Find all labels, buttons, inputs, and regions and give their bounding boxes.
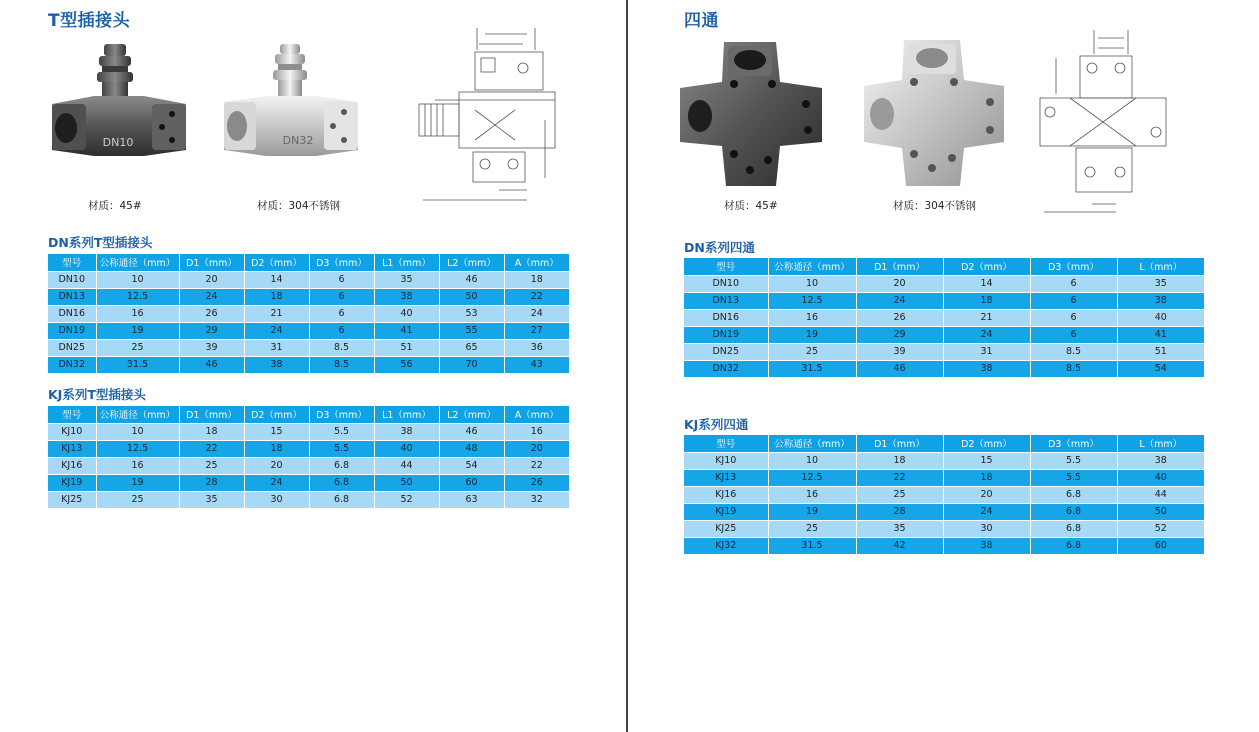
table-row — [684, 520, 1204, 537]
table-cell: 24 — [943, 326, 1030, 343]
table-cell: 38 — [374, 288, 439, 305]
table-cell: 38 — [943, 360, 1030, 377]
table-cell: 24 — [244, 322, 309, 339]
table-cell: 31 — [244, 339, 309, 356]
table-cell: KJ13 — [48, 440, 96, 457]
table-cell: 30 — [244, 491, 309, 508]
table-cell: 38 — [943, 537, 1030, 554]
table-cell: 25 — [768, 520, 856, 537]
table-cell: DN32 — [48, 356, 96, 373]
column-header: D1（mm） — [856, 435, 943, 452]
table-cell: 30 — [943, 520, 1030, 537]
table-cell: 14 — [244, 271, 309, 288]
table-cell: KJ19 — [684, 503, 768, 520]
table-cell: 40 — [374, 440, 439, 457]
table-cell: 6.8 — [1030, 520, 1117, 537]
table-cell: 10 — [96, 423, 179, 440]
table-cell: 6.8 — [309, 457, 374, 474]
table-cell: KJ25 — [684, 520, 768, 537]
table-cell: 40 — [1117, 469, 1204, 486]
table-cell: 22 — [504, 457, 569, 474]
table-cell: 8.5 — [309, 339, 374, 356]
table-cell: 43 — [504, 356, 569, 373]
table-cell: DN32 — [684, 360, 768, 377]
column-header: D2（mm） — [943, 435, 1030, 452]
table-cell: KJ13 — [684, 469, 768, 486]
table-cell: 48 — [439, 440, 504, 457]
right-kj-spec-table — [684, 435, 1204, 555]
table-cell: 25 — [96, 491, 179, 508]
table-row — [684, 503, 1204, 520]
table-cell: 18 — [504, 271, 569, 288]
table-cell: DN10 — [684, 275, 768, 292]
table-row — [48, 423, 569, 440]
table-cell: 6.8 — [309, 474, 374, 491]
table-cell: 6.8 — [1030, 503, 1117, 520]
table-cell: 38 — [1117, 292, 1204, 309]
table-cell: 18 — [244, 288, 309, 305]
table-cell: 12.5 — [96, 440, 179, 457]
column-header: D2（mm） — [244, 254, 309, 271]
table-cell: 21 — [943, 309, 1030, 326]
table-cell: 51 — [374, 339, 439, 356]
table-cell: 35 — [179, 491, 244, 508]
table-cell: 19 — [96, 474, 179, 491]
table-cell: 46 — [439, 271, 504, 288]
table-cell: 29 — [179, 322, 244, 339]
table-cell: 14 — [943, 275, 1030, 292]
page-divider — [626, 0, 628, 732]
column-header: L2（mm） — [439, 254, 504, 271]
table-row — [684, 292, 1204, 309]
table-cell: 6 — [309, 305, 374, 322]
table-cell: 16 — [96, 457, 179, 474]
column-header: 公称通径（mm） — [768, 258, 856, 275]
table-cell: KJ10 — [684, 452, 768, 469]
table-cell: 41 — [1117, 326, 1204, 343]
table-cell: 46 — [439, 423, 504, 440]
table-cell: 19 — [768, 503, 856, 520]
table-cell: 54 — [439, 457, 504, 474]
table-cell: 60 — [439, 474, 504, 491]
table-cell: 16 — [768, 309, 856, 326]
table-cell: 25 — [768, 343, 856, 360]
column-header: D3（mm） — [1030, 435, 1117, 452]
right-dn-table-title: DN系列四通 — [684, 240, 755, 255]
table-row — [684, 309, 1204, 326]
cross-45-photo — [676, 34, 826, 194]
table-row — [48, 271, 569, 288]
column-header: D1（mm） — [856, 258, 943, 275]
table-cell: 10 — [768, 275, 856, 292]
table-cell: 29 — [856, 326, 943, 343]
table-cell: 8.5 — [1030, 343, 1117, 360]
left-caption-304: 材质：304不锈钢 — [257, 200, 341, 212]
table-cell: 18 — [943, 292, 1030, 309]
table-cell: 39 — [179, 339, 244, 356]
table-cell: 60 — [1117, 537, 1204, 554]
right-page-title: 四通 — [684, 11, 719, 31]
table-cell: 41 — [374, 322, 439, 339]
table-cell: 5.5 — [309, 440, 374, 457]
table-cell: 18 — [943, 469, 1030, 486]
table-cell: 20 — [504, 440, 569, 457]
table-cell: 53 — [439, 305, 504, 322]
table-cell: 35 — [374, 271, 439, 288]
right-kj-table-title: KJ系列四通 — [684, 417, 749, 432]
table-cell: 40 — [1117, 309, 1204, 326]
table-cell: DN19 — [684, 326, 768, 343]
table-cell: 6 — [1030, 292, 1117, 309]
table-cell: 31.5 — [96, 356, 179, 373]
right-caption-304: 材质：304不锈钢 — [893, 200, 977, 212]
table-cell: 44 — [1117, 486, 1204, 503]
left-dn-table-title: DN系列T型插接头 — [48, 235, 153, 250]
table-cell: DN13 — [48, 288, 96, 305]
table-cell: 15 — [244, 423, 309, 440]
table-cell: 44 — [374, 457, 439, 474]
table-cell: DN13 — [684, 292, 768, 309]
table-cell: KJ25 — [48, 491, 96, 508]
table-cell: 15 — [943, 452, 1030, 469]
table-cell: 18 — [179, 423, 244, 440]
column-header: A（mm） — [504, 254, 569, 271]
table-row — [48, 474, 569, 491]
table-cell: 6 — [309, 322, 374, 339]
table-cell: 20 — [856, 275, 943, 292]
table-cell: 6.8 — [1030, 486, 1117, 503]
table-row — [684, 326, 1204, 343]
column-header: D1（mm） — [179, 254, 244, 271]
table-cell: 21 — [244, 305, 309, 322]
column-header: L2（mm） — [439, 406, 504, 423]
table-cell: 16 — [504, 423, 569, 440]
table-cell: 24 — [856, 292, 943, 309]
table-cell: KJ32 — [684, 537, 768, 554]
column-header: L（mm） — [1117, 258, 1204, 275]
column-header: 型号 — [684, 435, 768, 452]
t-connector-45-photo — [44, 38, 194, 166]
table-cell: 50 — [374, 474, 439, 491]
table-cell: 6.8 — [309, 491, 374, 508]
table-cell: 38 — [1117, 452, 1204, 469]
table-cell: 24 — [943, 503, 1030, 520]
table-cell: 36 — [504, 339, 569, 356]
table-cell: 38 — [244, 356, 309, 373]
table-cell: 35 — [1117, 275, 1204, 292]
table-cell: 6 — [309, 288, 374, 305]
table-cell: 5.5 — [1030, 452, 1117, 469]
table-cell: 10 — [96, 271, 179, 288]
column-header: D3（mm） — [1030, 258, 1117, 275]
table-cell: 16 — [768, 486, 856, 503]
table-cell: 38 — [374, 423, 439, 440]
table-cell: 12.5 — [768, 292, 856, 309]
table-cell: 32 — [504, 491, 569, 508]
t-connector-304-photo — [218, 40, 363, 168]
table-cell: 18 — [856, 452, 943, 469]
table-cell: DN19 — [48, 322, 96, 339]
table-cell: 8.5 — [309, 356, 374, 373]
table-cell: 19 — [96, 322, 179, 339]
table-cell: 55 — [439, 322, 504, 339]
table-cell: 28 — [179, 474, 244, 491]
column-header: 公称通径（mm） — [96, 406, 179, 423]
table-cell: 6 — [309, 271, 374, 288]
table-cell: 18 — [244, 440, 309, 457]
column-header: D2（mm） — [943, 258, 1030, 275]
table-cell: 31.5 — [768, 537, 856, 554]
table-cell: 52 — [374, 491, 439, 508]
left-kj-table-title: KJ系列T型插接头 — [48, 387, 146, 402]
table-cell: DN25 — [684, 343, 768, 360]
column-header: L1（mm） — [374, 254, 439, 271]
table-cell: 6 — [1030, 326, 1117, 343]
left-kj-spec-table — [48, 406, 569, 509]
table-cell: 24 — [244, 474, 309, 491]
right-dn-spec-table — [684, 258, 1204, 378]
table-cell: 63 — [439, 491, 504, 508]
right-caption-45: 材质：45# — [724, 200, 778, 212]
table-row — [48, 322, 569, 339]
table-row — [684, 469, 1204, 486]
column-header: D2（mm） — [244, 406, 309, 423]
table-row — [684, 537, 1204, 554]
table-cell: 5.5 — [1030, 469, 1117, 486]
table-cell: 22 — [504, 288, 569, 305]
column-header: D3（mm） — [309, 254, 374, 271]
table-cell: 27 — [504, 322, 569, 339]
table-cell: 10 — [768, 452, 856, 469]
table-row — [48, 305, 569, 322]
table-cell: 70 — [439, 356, 504, 373]
table-cell: KJ16 — [48, 457, 96, 474]
table-cell: DN16 — [684, 309, 768, 326]
cross-304-photo — [858, 34, 1008, 194]
table-cell: 20 — [943, 486, 1030, 503]
table-cell: 51 — [1117, 343, 1204, 360]
table-row — [48, 356, 569, 373]
table-cell: 25 — [856, 486, 943, 503]
table-cell: 46 — [856, 360, 943, 377]
table-cell: 39 — [856, 343, 943, 360]
table-cell: 20 — [179, 271, 244, 288]
table-cell: 12.5 — [96, 288, 179, 305]
table-cell: 6.8 — [1030, 537, 1117, 554]
table-cell: 20 — [244, 457, 309, 474]
table-row — [684, 486, 1204, 503]
table-cell: 54 — [1117, 360, 1204, 377]
cross-drawing — [1036, 24, 1171, 224]
table-cell: 8.5 — [1030, 360, 1117, 377]
column-header: 型号 — [684, 258, 768, 275]
column-header: 公称通径（mm） — [768, 435, 856, 452]
table-row — [48, 288, 569, 305]
table-cell: 24 — [179, 288, 244, 305]
table-cell: 35 — [856, 520, 943, 537]
table-row — [684, 452, 1204, 469]
table-row — [684, 275, 1204, 292]
table-cell: 6 — [1030, 275, 1117, 292]
column-header: L1（mm） — [374, 406, 439, 423]
table-cell: 28 — [856, 503, 943, 520]
table-cell: DN10 — [48, 271, 96, 288]
table-row — [684, 343, 1204, 360]
table-cell: 19 — [768, 326, 856, 343]
photo2-stamp: DN32 — [282, 134, 314, 147]
table-cell: 25 — [96, 339, 179, 356]
table-cell: 22 — [856, 469, 943, 486]
table-cell: 22 — [179, 440, 244, 457]
t-connector-drawing — [415, 20, 565, 215]
table-cell: 42 — [856, 537, 943, 554]
table-cell: 6 — [1030, 309, 1117, 326]
table-row — [684, 360, 1204, 377]
left-dn-spec-table — [48, 254, 569, 374]
table-cell: 25 — [179, 457, 244, 474]
column-header: L（mm） — [1117, 435, 1204, 452]
table-cell: 26 — [856, 309, 943, 326]
table-cell: 50 — [1117, 503, 1204, 520]
table-cell: 52 — [1117, 520, 1204, 537]
column-header: A（mm） — [504, 406, 569, 423]
table-row — [48, 457, 569, 474]
table-cell: 31.5 — [768, 360, 856, 377]
table-cell: KJ16 — [684, 486, 768, 503]
table-cell: KJ10 — [48, 423, 96, 440]
table-cell: KJ19 — [48, 474, 96, 491]
table-cell: 26 — [179, 305, 244, 322]
table-cell: 40 — [374, 305, 439, 322]
column-header: D3（mm） — [309, 406, 374, 423]
table-row — [48, 440, 569, 457]
column-header: 型号 — [48, 406, 96, 423]
table-cell: 16 — [96, 305, 179, 322]
left-page-title: T型插接头 — [48, 11, 131, 31]
table-cell: 5.5 — [309, 423, 374, 440]
table-cell: 26 — [504, 474, 569, 491]
table-cell: DN16 — [48, 305, 96, 322]
table-cell: DN25 — [48, 339, 96, 356]
left-caption-45: 材质：45# — [88, 200, 142, 212]
column-header: 型号 — [48, 254, 96, 271]
table-cell: 31 — [943, 343, 1030, 360]
column-header: D1（mm） — [179, 406, 244, 423]
table-cell: 65 — [439, 339, 504, 356]
table-cell: 56 — [374, 356, 439, 373]
column-header: 公称通径（mm） — [96, 254, 179, 271]
table-row — [48, 339, 569, 356]
table-cell: 24 — [504, 305, 569, 322]
table-cell: 12.5 — [768, 469, 856, 486]
table-cell: 46 — [179, 356, 244, 373]
table-row — [48, 491, 569, 508]
photo1-stamp: DN10 — [102, 136, 134, 149]
table-cell: 50 — [439, 288, 504, 305]
